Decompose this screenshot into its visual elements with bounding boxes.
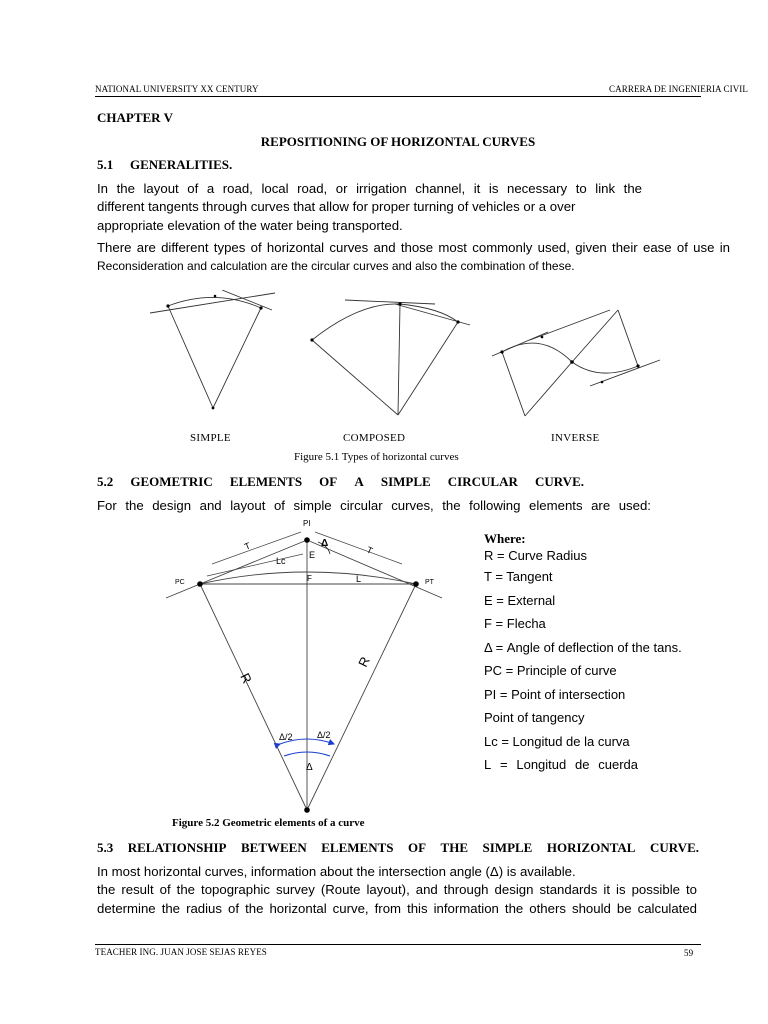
figure-label-inverse: INVERSE [551,432,600,444]
heading-word: CURVE. [649,840,699,855]
heading-word: BETWEEN [240,840,307,855]
intro-word: the [442,498,461,513]
header-left: NATIONAL UNIVERSITY XX CENTURY [95,84,259,94]
paragraph-generalities-1 [97,180,642,235]
footer-teacher: TEACHER ING. JUAN JOSE SEJAS REYES [95,947,267,957]
intro-word: the [125,498,144,513]
heading-word: CIRCULAR [447,474,518,489]
label-l: L [356,574,362,584]
label-t-left: T [243,540,252,552]
intro-word: curves, [391,498,434,513]
intro-word: For [97,498,117,513]
label-pi: PI [303,519,311,528]
paragraph-relationship [97,863,697,918]
heading-word: 5.2 [97,474,114,489]
text-line: In most horizontal curves, information about the intersection angle (Δ) is available. [97,864,576,879]
heading-word: ELEMENTS [229,474,303,489]
intro-word: layout [230,498,266,513]
heading-word: ELEMENTS [321,840,394,855]
figure-5-1-caption: Figure 5.1 Types of horizontal curves [294,451,459,463]
figure-geometric-elements [160,518,450,818]
heading-word: THE [440,840,469,855]
legend-item: Point of tangency [484,710,585,725]
heading-word: SIMPLE [380,474,431,489]
heading-word: CURVE. [534,474,584,489]
radius-line-left [200,584,307,810]
legend-item [484,753,638,777]
simple-curve-diagram [150,290,275,408]
intro-word: are [591,498,611,513]
legend-word: Longitud [516,757,567,772]
chapter-label: CHAPTER V [97,110,173,125]
legend-word: de [575,757,590,772]
intro-word: and [199,498,222,513]
label-delta-top: Δ [321,538,329,549]
legend-item: PC = Principle of curve [484,663,617,678]
intro-word: following [469,498,521,513]
heading-word: OF [319,474,338,489]
heading-word: SIMPLE [482,840,533,855]
label-half-delta-left: Δ/2 [279,732,293,742]
text-line: different tangents through curves that allow for proper turning of vehicles or a over [97,199,576,215]
legend-item: F = Flecha [484,616,546,631]
heading-word: A [354,474,364,489]
label-lc: Lc [276,556,286,566]
heading-word: 5.3 [97,840,114,855]
label-f: F [307,574,312,583]
paragraph-generalities-2 [97,239,730,276]
label-r-right: R [355,654,373,670]
page-title: REPOSITIONING OF HORIZONTAL CURVES [260,134,536,149]
composed-curve-diagram [312,300,470,415]
intro-word: used: [618,498,651,513]
header-right: CARRERA DE INGENIERIA CIVIL [609,84,748,94]
heading-word: OF [407,840,427,855]
legend-word: = [500,757,508,772]
page-number: 59 [684,948,694,958]
legend-item: Lc = Longitud de la curva [484,733,630,749]
legend-where [484,531,682,777]
section-5-2-heading [97,474,584,490]
heading-word: HORIZONTAL [546,840,636,855]
legend-item: R = Curve Radius [484,548,587,563]
text-line: the result of the topographic survey (Route layout), and through design standards it is possible to [97,882,697,898]
radius-line-right [307,584,416,810]
legend-word: L [484,757,492,772]
intro-word: design [152,498,192,513]
intro-word: elements [529,498,583,513]
intro-word: of [273,498,285,513]
figure-5-2-caption: Figure 5.2 Geometric elements of a curve [172,817,365,829]
legend-item: T = Tangent [484,569,553,584]
legend-item: E = External [484,592,556,608]
figure-label-simple: SIMPLE [190,432,231,444]
label-delta-bottom: Δ [306,762,313,773]
figure-curve-types [140,290,680,430]
text-line: There are different types of horizontal curves and those most commonly used, given their ease of use in [97,240,730,255]
legend-item: Δ = Angle of deflection of the tans. [484,639,682,655]
label-pc: PC [175,579,185,586]
intro-word: circular [340,498,383,513]
intro-word: simple [293,498,332,513]
label-t-right: T [365,544,375,556]
heading-word: RELATIONSHIP [127,840,227,855]
section-5-1-number: 5.1 [97,157,114,172]
inverse-curve-diagram [492,310,660,416]
figure-label-composed: COMPOSED [343,432,406,444]
legend-word: cuerda [598,757,638,772]
label-half-delta-right: Δ/2 [317,730,331,740]
label-pt: PT [425,579,434,586]
footer-rule [95,944,701,945]
text-line: Reconsideration and calculation are the circular curves and also the combination of these. [97,259,575,274]
legend-title: Where: [484,531,526,546]
section-5-2-intro [97,497,651,515]
section-5-3-heading [97,840,699,856]
header-rule [95,96,701,97]
legend-item: PI = Point of intersection [484,686,626,702]
label-e: E [309,550,316,560]
heading-word: GEOMETRIC [130,474,213,489]
section-5-1-heading: GENERALITIES. [130,157,233,172]
text-line: determine the radius of the horizontal curve, from this information the others should be calculated [97,900,697,916]
label-r-left: R [237,670,255,686]
text-line: appropriate elevation of the water being transported. [97,217,403,233]
text-line: In the layout of a road, local road, or irrigation channel, it is necessary to link the [97,181,642,196]
